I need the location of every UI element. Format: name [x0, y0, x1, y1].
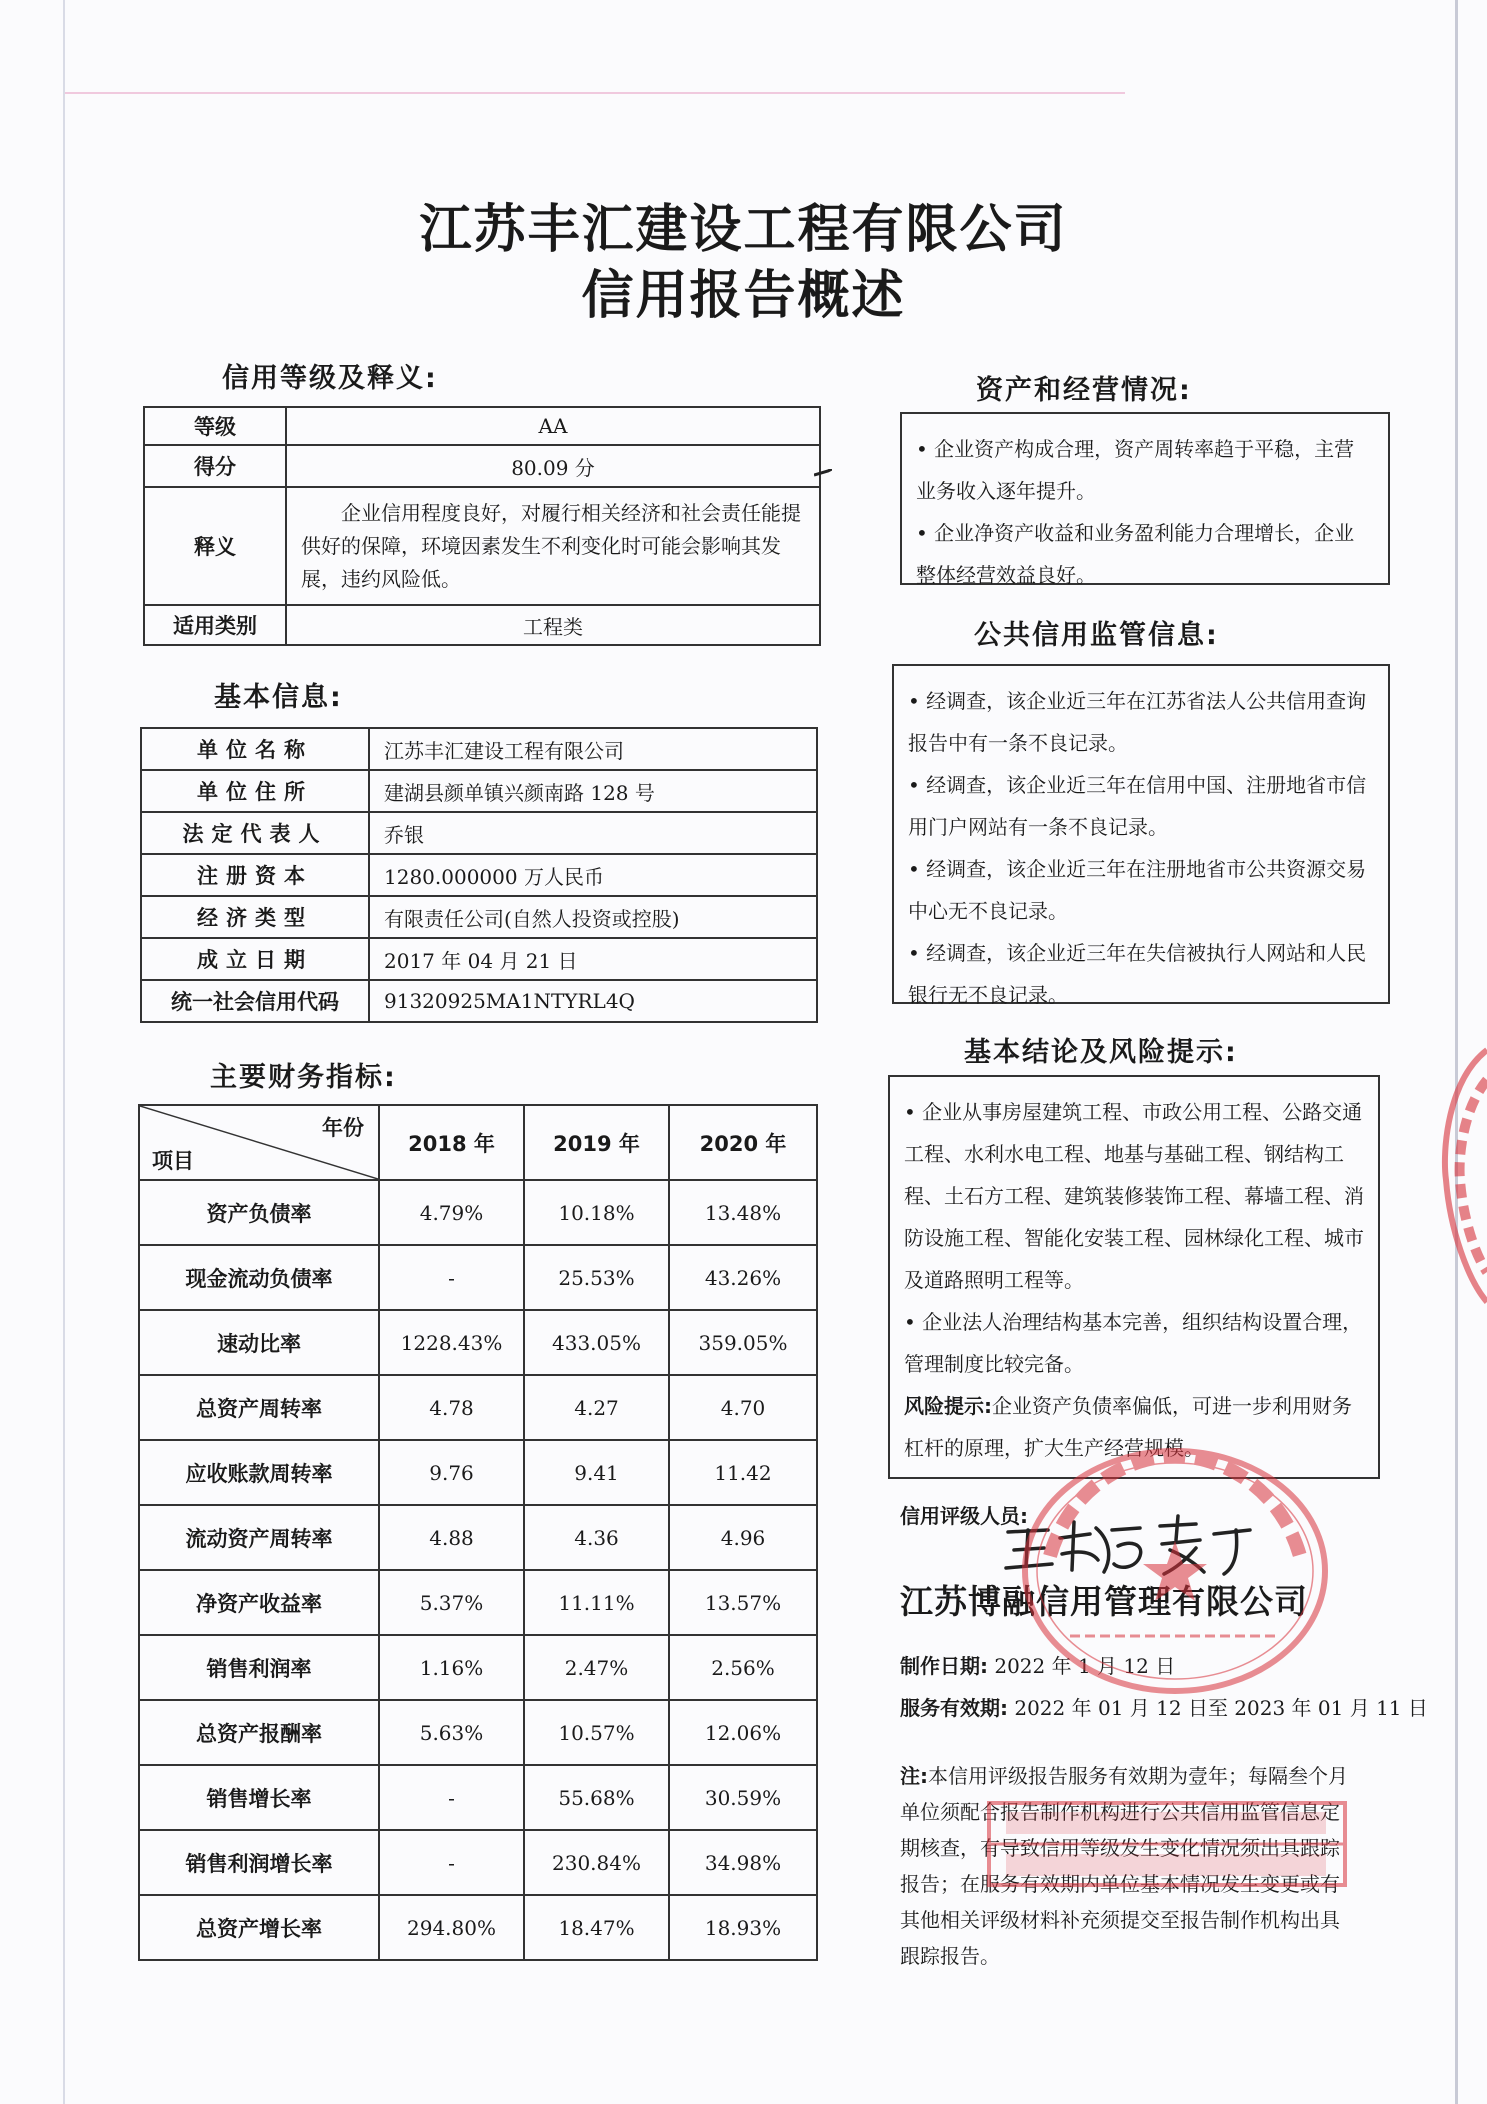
financials-value-2020: 30.59%	[669, 1765, 817, 1830]
basic-info-row	[141, 728, 817, 770]
document-title: 江苏丰汇建设工程有限公司	[419, 200, 1068, 260]
pen-mark	[814, 462, 832, 470]
financials-value-2020: 34.98%	[669, 1830, 817, 1895]
financials-corner-cell	[139, 1105, 379, 1180]
risk-label: 风险提示:	[904, 1394, 992, 1418]
financials-row	[139, 1635, 817, 1700]
financials-value-2020: 12.06%	[669, 1700, 817, 1765]
financials-value-2020: 2.56%	[669, 1635, 817, 1700]
financials-value-2018: 9.76	[379, 1440, 524, 1505]
public-credit-box	[892, 664, 1390, 1007]
basic-info-label: 单位名称	[141, 728, 369, 770]
financials-value-2020: 13.57%	[669, 1570, 817, 1635]
basic-info-label: 法定代表人	[141, 812, 369, 854]
financials-row	[139, 1180, 817, 1245]
financials-value-2019: 10.18%	[524, 1180, 669, 1245]
public-credit-item: • 经调查，该企业近三年在失信被执行人网站和人民银行无不良记录。	[908, 932, 1374, 1016]
financials-row	[139, 1765, 817, 1830]
note-text: 本信用评级报告服务有效期为壹年；每隔叁个月单位须配合报告制作机构进行公共信用监管信息定期核查，有导致信用等级发生变化情况须出具跟踪报告；在服务有效期内单位基本情况发生变更或有其他相关评级材料补充须提交至报告制作机构出具跟踪报告。	[900, 1764, 1348, 1968]
financials-value-2019: 9.41	[524, 1440, 669, 1505]
financials-value-2018: 294.80%	[379, 1895, 524, 1960]
year-header-2018: 2018 年	[379, 1105, 524, 1180]
financials-value-2018: 4.78	[379, 1375, 524, 1440]
credit-rating-heading: 信用等级及释义:	[222, 363, 438, 394]
basic-info-label: 注册资本	[141, 854, 369, 896]
grade-value: AA	[286, 407, 820, 445]
financials-value-2020: 11.42	[669, 1440, 817, 1505]
rater-label: 信用评级人员:	[900, 1504, 1028, 1528]
pen-mark-graphic	[814, 469, 832, 477]
round-seal-graphic	[1010, 1436, 1340, 1706]
made-date-value: 2022 年 1 月 12 日	[994, 1654, 1176, 1678]
basic-info-label: 经济类型	[141, 896, 369, 938]
financials-item-label: 总资产报酬率	[139, 1700, 379, 1765]
public-credit-item: • 经调查，该企业近三年在注册地省市公共资源交易中心无不良记录。	[908, 848, 1374, 932]
corner-year-label: 年份	[322, 1116, 364, 1140]
agency-round-seal	[1010, 1436, 1340, 1706]
conclusion-heading: 基本结论及风险提示:	[964, 1037, 1238, 1068]
financials-value-2018: -	[379, 1765, 524, 1830]
financials-row	[139, 1570, 817, 1635]
financials-row	[139, 1505, 817, 1570]
financials-value-2018: -	[379, 1830, 524, 1895]
conclusion-item: • 企业法人治理结构基本完善，组织结构设置合理，管理制度比较完备。	[904, 1301, 1364, 1385]
basic-info-row	[141, 938, 817, 980]
financials-value-2020: 4.96	[669, 1505, 817, 1570]
grade-label: 等级	[144, 407, 286, 445]
financials-value-2018: 5.63%	[379, 1700, 524, 1765]
basic-info-label: 成立日期	[141, 938, 369, 980]
financials-value-2020: 13.48%	[669, 1180, 817, 1245]
top-rule	[65, 92, 1125, 94]
financials-value-2018: 5.37%	[379, 1570, 524, 1635]
financials-row	[139, 1895, 817, 1960]
financials-value-2019: 4.27	[524, 1375, 669, 1440]
basic-info-value: 2017 年 04 月 21 日	[369, 938, 817, 980]
financials-value-2018: -	[379, 1245, 524, 1310]
credit-rating-table	[143, 406, 821, 646]
financials-item-label: 销售利润增长率	[139, 1830, 379, 1895]
financials-item-label: 销售增长率	[139, 1765, 379, 1830]
financials-heading: 主要财务指标:	[210, 1062, 397, 1093]
public-credit-item: • 经调查，该企业近三年在信用中国、注册地省市信用门户网站有一条不良记录。	[908, 764, 1374, 848]
financials-value-2018: 1.16%	[379, 1635, 524, 1700]
financials-row	[139, 1440, 817, 1505]
conclusion-item: • 企业从事房屋建筑工程、市政公用工程、公路交通工程、水利水电工程、地基与基础工程、钢结构工程、土石方工程、建筑装修装饰工程、幕墙工程、消防设施工程、智能化安装工程、园林绿化工程、城市及道路照明工程等。	[904, 1091, 1364, 1301]
risk-text: 企业资产负债率偏低，可进一步利用财务杠杆的原理，扩大生产经营规模。	[904, 1394, 1352, 1460]
financials-item-label: 资产负债率	[139, 1180, 379, 1245]
corner-item-label: 项目	[152, 1149, 194, 1173]
financials-item-label: 总资产周转率	[139, 1375, 379, 1440]
financials-table	[138, 1104, 818, 1961]
document-subtitle: 信用报告概述	[581, 266, 906, 326]
financials-value-2019: 18.47%	[524, 1895, 669, 1960]
financials-row	[139, 1375, 817, 1440]
basic-info-row	[141, 812, 817, 854]
basic-info-label: 统一社会信用代码	[141, 980, 369, 1022]
note-label: 注:	[900, 1764, 928, 1788]
basic-info-value: 有限责任公司(自然人投资或控股)	[369, 896, 817, 938]
side-seal-graphic	[1438, 1040, 1487, 1310]
meaning-label: 释义	[144, 487, 286, 605]
score-label: 得分	[144, 445, 286, 487]
agency-name: 江苏博融信用管理有限公司	[900, 1582, 1308, 1621]
meaning-value: 企业信用程度良好，对履行相关经济和社会责任能提供好的保障，环境因素发生不利变化时可能会影响其发展，违约风险低。	[286, 487, 820, 605]
financials-row	[139, 1245, 817, 1310]
basic-info-label: 单位住所	[141, 770, 369, 812]
category-value: 工程类	[286, 605, 820, 645]
financials-value-2020: 18.93%	[669, 1895, 817, 1960]
financials-value-2019: 25.53%	[524, 1245, 669, 1310]
financials-value-2019: 55.68%	[524, 1765, 669, 1830]
basic-info-heading: 基本信息:	[214, 682, 343, 713]
public-credit-heading: 公共信用监管信息:	[974, 620, 1219, 651]
assets-ops-box	[900, 412, 1390, 585]
financials-value-2020: 4.70	[669, 1375, 817, 1440]
financials-item-label: 应收账款周转率	[139, 1440, 379, 1505]
assets-ops-heading: 资产和经营情况:	[976, 375, 1192, 406]
financials-value-2019: 433.05%	[524, 1310, 669, 1375]
year-header-2019: 2019 年	[524, 1105, 669, 1180]
basic-info-value: 江苏丰汇建设工程有限公司	[369, 728, 817, 770]
financials-value-2020: 359.05%	[669, 1310, 817, 1375]
made-date-label: 制作日期:	[900, 1654, 988, 1678]
financials-value-2019: 10.57%	[524, 1700, 669, 1765]
filing-box-stamp	[986, 1800, 1348, 1888]
financials-value-2018: 4.79%	[379, 1180, 524, 1245]
side-partial-seal	[1438, 1040, 1487, 1310]
valid-range-label: 服务有效期:	[900, 1696, 1008, 1720]
public-credit-item: • 经调查，该企业近三年在江苏省法人公共信用查询报告中有一条不良记录。	[908, 680, 1374, 764]
basic-info-row	[141, 980, 817, 1022]
financials-item-label: 流动资产周转率	[139, 1505, 379, 1570]
financials-value-2018: 4.88	[379, 1505, 524, 1570]
financials-item-label: 速动比率	[139, 1310, 379, 1375]
box-stamp-graphic	[986, 1800, 1348, 1888]
valid-range-value: 2022 年 01 月 12 日至 2023 年 01 月 11 日	[1014, 1696, 1428, 1720]
basic-info-row	[141, 854, 817, 896]
basic-info-row	[141, 770, 817, 812]
financials-value-2020: 43.26%	[669, 1245, 817, 1310]
financials-item-label: 总资产增长率	[139, 1895, 379, 1960]
basic-info-row	[141, 896, 817, 938]
financials-value-2019: 11.11%	[524, 1570, 669, 1635]
assets-ops-item: • 企业净资产收益和业务盈利能力合理增长，企业整体经营效益良好。	[916, 512, 1374, 596]
financials-row	[139, 1700, 817, 1765]
basic-info-table	[140, 727, 818, 1023]
category-label: 适用类别	[144, 605, 286, 645]
financials-row	[139, 1830, 817, 1895]
basic-info-value: 1280.000000 万人民币	[369, 854, 817, 896]
basic-info-value: 建湖县颜单镇兴颜南路 128 号	[369, 770, 817, 812]
year-header-2020: 2020 年	[669, 1105, 817, 1180]
basic-info-value: 91320925MA1NTYRL4Q	[369, 980, 817, 1022]
financials-item-label: 现金流动负债率	[139, 1245, 379, 1310]
basic-info-value: 乔银	[369, 812, 817, 854]
score-value: 80.09 分	[286, 445, 820, 487]
financials-value-2018: 1228.43%	[379, 1310, 524, 1375]
financials-item-label: 销售利润率	[139, 1635, 379, 1700]
financials-row	[139, 1310, 817, 1375]
financials-value-2019: 230.84%	[524, 1830, 669, 1895]
financials-item-label: 净资产收益率	[139, 1570, 379, 1635]
financials-value-2019: 2.47%	[524, 1635, 669, 1700]
conclusion-box	[888, 1075, 1380, 1479]
financials-value-2019: 4.36	[524, 1505, 669, 1570]
assets-ops-item: • 企业资产构成合理，资产周转率趋于平稳，主营业务收入逐年提升。	[916, 428, 1374, 512]
